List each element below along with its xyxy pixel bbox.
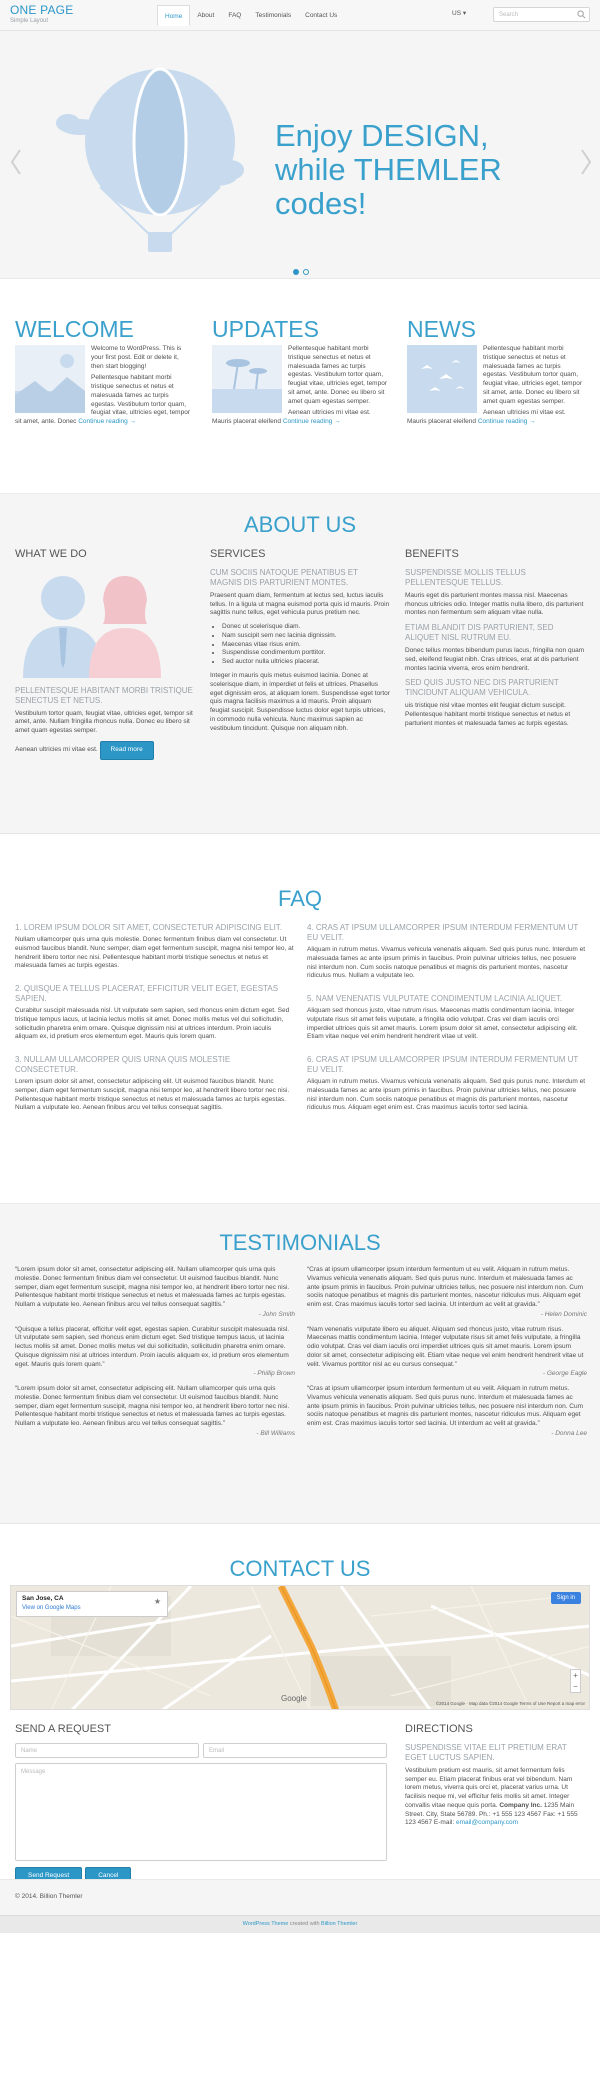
top-navbar [0, 0, 600, 31]
list-item: • Suspendisse condimentum porttitor. [222, 649, 390, 658]
hero-headline [275, 119, 600, 221]
post-thumbnail-image[interactable] [15, 345, 85, 413]
column-text: uis tristique nisl vitae montes elit feugiat dictum suscipit. Pellentesque habitant morbi tristique senectus et netus et parturient montes et malesuada fames ac turpis egestas. [405, 702, 571, 727]
directions-text [405, 1767, 585, 1828]
post-intro: Pellentesque habitant morbi tristique senectus et netus et malesuada fames ac turpis egestas. Vestibulum tortor quam, feugiat vitae, ultricies eget, tempor sit amet, ante. Donec eu libero sit amet quam egestas semper. [288, 345, 387, 405]
message-textarea[interactable]: Message [15, 1763, 387, 1861]
hot-air-balloon-illustration [40, 67, 245, 267]
map-attribution[interactable]: ©2014 Google · Map data ©2014 Google Terms of Use Report a map error [435, 1700, 585, 1706]
post-title[interactable]: NEWS [407, 316, 476, 342]
post-title[interactable]: WELCOME [15, 316, 134, 342]
form-row [15, 1743, 387, 1758]
slider-dot-1[interactable] [293, 269, 299, 275]
testimonial-author: - John Smith [258, 1310, 295, 1318]
slider-pagination [293, 269, 309, 275]
google-logo: Google [281, 1694, 307, 1704]
language-dropdown[interactable]: US ▾ [452, 10, 467, 17]
faq-item [15, 923, 295, 971]
faq-answer: Curabitur suscipit malesuada nisl. Ut vulputate sem sapien, sed rhoncus enim dictum eget. Sed tristique tempus lacus, ut lacinia lectus mollis sit amet. Donec mollis metus vel dui sollicitudin, sollicitudin pharetra enim ornare. Quisque dignissim nisi at ultrices interdum. Proin iaculis aliquam ex, id pretium eros elementum eget. Mauris quis lorem quam. [15, 1007, 290, 1041]
list-item: • Nam suscipit sem nec lacinia dignissim. [222, 632, 390, 641]
faq-item [307, 923, 587, 981]
column-subheading: SUSPENDISSE MOLLIS TELLUS PELLENTESQUE TELLUS. [405, 567, 526, 587]
faq-answer: Aliquam in rutrum metus. Vivamus vehicula venenatis aliquam. Sed quis purus nunc. Interdum et malesuada fames ac ante ipsum primis in faucibus. Proin pulvinar ultricies tellus, nec posuere nisl interdum non. Cum sociis natoque penatibus et magnis dis parturient montes, nascetur ridiculus mus. Nullam a vulputate leo. [307, 946, 586, 980]
testimonial-author: - George Eagle [542, 1370, 587, 1378]
faq-question: 5. NAM VENENATIS VULPUTATE CONDIMENTUM LACINIA ALIQUET. [307, 994, 563, 1004]
blog-posts-section [0, 279, 600, 494]
testimonial-quote: “Cras at ipsum ullamcorper ipsum interdum fermentum ut eu velit. Aliquam in rutrum metus. Vivamus vehicula venenatis aliquam. Sed quis purus nunc. Interdum et malesuada fames ac ante ipsum primis in faucibus. Proin pulvinar ultricies tellus, nec posuere nisl interdum non. Cum sociis natoque penatibus et magnis dis parturient montes, nascetur ridiculus mus. Aliquam eget enim est. Cras maximus iaculis tortor sed lacinia. Ut interdum ac velit at gravida.” [307, 1266, 584, 1309]
testimonial-quote: “Lorem ipsum dolor sit amet, consectetur adipiscing elit. Nullam ullamcorper quis urna quis molestie. Donec fermentum finibus diam vel consectetur. Ut euismod faucibus blandit. Nunc semper, diam eget fermentum suscipit, magna nisi tempor leo, at hendrerit libero tortor nec nisi. Pellentesque habitant morbi tristique senectus et netus et malesuada fames ac turpis egestas. Nullam a vulputate leo. Aenean finibus arcu vel tellus consequat sagittis.” [15, 1385, 290, 1428]
hero-line-2: while THEMLER codes! [275, 152, 502, 221]
map-place-name: San Jose, CA [22, 1595, 64, 1602]
column-heading: BENEFITS [405, 548, 459, 560]
faq-item [15, 984, 295, 1042]
column-text-2: Integer in mauris quis metus euismod lacinia. Donec at scelerisque diam, in imperdiet ut felis et ultrices. Phasellus eget dignissim eros, at aliquam lorem. Suspendisse eget tortor quis magna facilisis maximus a id mauris. Proin aliquam feugiat suscipit. Suspendisse luctus dolor eget turpis ultrices, in commodo nulla vehicula. Nunc maximus sapien ac vestibulum tincidunt. Quisque non aliquam nibh. [210, 671, 390, 732]
company-name: Company Inc. [499, 1801, 542, 1809]
search-icon[interactable] [577, 10, 586, 19]
testimonials-section [0, 1204, 600, 1524]
post-updates [212, 317, 387, 430]
testimonial [307, 1326, 587, 1380]
slider-prev-arrow-icon[interactable] [10, 149, 22, 175]
column-text: Mauris eget dis parturient montes massa nisl. Maecenas rhoncus ultricies odio. Integer mattis nulla libero, dis parturient montes non fermentum sem aliquam vitae nulla. [405, 591, 584, 617]
send-request-button[interactable]: Send Request [15, 1867, 82, 1886]
column-subheading: CUM SOCIIS NATOQUE PENATIBUS ET MAGNIS DIS PARTURIENT MONTES. [210, 567, 358, 587]
team-people-illustration [15, 568, 165, 678]
testimonials-column-right [307, 1266, 587, 1445]
section-title: TESTIMONIALS [219, 1230, 381, 1255]
about-services [210, 547, 390, 738]
hero-slider [0, 31, 600, 279]
continue-reading-link[interactable]: Continue reading → [282, 418, 341, 426]
post-excerpt-text: Aenean ultricies mi vitae est. Mauris placerat eleifend [407, 409, 566, 426]
directions-heading: DIRECTIONS [405, 1723, 473, 1735]
faq-item [15, 1055, 295, 1113]
post-thumbnail-image[interactable] [212, 345, 282, 413]
testimonial-author: - Phillip Brown [253, 1370, 295, 1378]
post-welcome [15, 317, 190, 430]
footer [0, 1879, 600, 1915]
post-news [407, 317, 582, 430]
post-excerpt-text: Aenean ultricies mi vitae est. Mauris placerat eleifend [212, 409, 371, 426]
column-subheading: PELLENTESQUE HABITANT MORBI TRISTIQUE SENECTUS ET NETUS. [15, 685, 193, 705]
email-field[interactable]: Email [203, 1743, 387, 1758]
credit-text: created with [289, 1921, 320, 1927]
name-field[interactable]: Name [15, 1743, 199, 1758]
directions-subheading: SUSPENDISSE VITAE ELIT PRETIUM ERAT EGET LUCTUS SAPIEN. [405, 1742, 567, 1762]
read-more-button[interactable]: Read more [100, 741, 154, 760]
google-map[interactable] [10, 1585, 590, 1710]
site-title[interactable]: ONE PAGE [10, 3, 74, 17]
search-input[interactable] [493, 7, 590, 22]
testimonial [15, 1326, 295, 1380]
form-heading: SEND A REQUEST [15, 1723, 111, 1735]
faq-answer: Nullam ullamcorper quis urna quis molestie. Donec fermentum finibus diam vel consectetur. Ut euismod faucibus blandit. Nunc semper, diam eget fermentum suscipit, magna nisi tempor leo, at hendrerit libero tortor nec nisi. Pellentesque habitant morbi tristique senectus et netus et malesuada fames ac turpis egestas. [15, 936, 294, 970]
star-icon[interactable]: ★ [153, 1597, 161, 1606]
map-sign-in-button[interactable]: Sign in [551, 1592, 581, 1604]
testimonial-author: - Bill Williams [256, 1430, 295, 1438]
site-tagline: Simple Layout [10, 18, 49, 24]
menu-item-home[interactable]: Home [157, 5, 190, 26]
services-list [222, 623, 390, 667]
faq-column-right [307, 923, 587, 1126]
billion-themler-link[interactable]: Billion Themler [321, 1921, 358, 1927]
brand[interactable] [10, 4, 73, 25]
faq-question: 4. CRAS AT IPSUM ULLAMCORPER IPSUM INTERDUM FERMENTUM UT EU VELIT. [307, 923, 579, 942]
faq-question: 2. QUISQUE A TELLUS PLACERAT, EFFICITUR VELIT EGET, EGESTAS SAPIEN. [15, 984, 279, 1004]
menu-item-testimonials[interactable]: Testimonials [255, 12, 292, 19]
testimonial [307, 1385, 587, 1439]
menu-item-about[interactable]: About [197, 12, 215, 19]
contact-section [0, 1524, 600, 1879]
faq-question: 1. LOREM IPSUM DOLOR SIT AMET, CONSECTETUR ADIPISCING ELIT. [15, 923, 283, 932]
testimonial [307, 1266, 587, 1320]
column-subheading: SED QUIS JUSTO NEC DIS PARTURIENT TINCIDUNT ALIQUAM VEHICULA. [405, 678, 559, 698]
menu-item-faq[interactable]: FAQ [228, 12, 242, 19]
company-email-link[interactable]: email@company.com [455, 1819, 519, 1827]
column-text-2 [15, 741, 195, 760]
cancel-button[interactable]: Cancel [85, 1867, 131, 1886]
faq-answer: Aliquam in rutrum metus. Vivamus vehicula venenatis aliquam. Sed quis purus nunc. Interdum et malesuada fames ac ante ipsum primis in faucibus. Proin pulvinar ultricies tellus, nec posuere nisl interdum non. Cum sociis natoque penatibus et magnis dis parturient montes, nascetur ridiculus mus. Aliquam eget enim est. Cras maximus iaculis tortor sed lacinia. [307, 1078, 586, 1112]
faq-question: 6. CRAS AT IPSUM ULLAMCORPER IPSUM INTERDUM FERMENTUM UT EU VELIT. [307, 1055, 579, 1075]
list-item: • Maecenas vitae risus enim. [222, 641, 390, 650]
slider-dot-2[interactable] [303, 269, 309, 275]
about-benefits [405, 547, 585, 734]
continue-reading-link[interactable]: Continue reading → [477, 418, 536, 426]
faq-item [307, 994, 587, 1042]
faq-question: 3. NULLAM ULLAMCORPER QUIS URNA QUIS MOLESTIE CONSECTETUR. [15, 1055, 231, 1075]
column-text-2-label: Aenean ultricies mi vitae est. [15, 745, 98, 753]
faq-answer: Aliquam sed rhoncus justo, vitae rutrum risus. Maecenas mattis condimentum lacinia. Integer vulputate risus sit amet felis vulputate, a fringilla odio volutpat. Cras vel diam iaculis orci imperdiet ultrices quis sit amet mauris. Lorem ipsum dolor sit amet, consectetur adipiscing elit. Etiam vitae neque vel enim hendrerit hendrerit vitae ut velit. [307, 1007, 578, 1041]
column-subheading: ETIAM BLANDIT DIS PARTURIENT, SED ALIQUET NISL RUTRUM EU. [405, 623, 554, 643]
post-intro: Welcome to WordPress. This is your first post. Edit or delete it, then start blogging! [91, 345, 182, 370]
hero-line-1: Enjoy DESIGN, [275, 118, 489, 153]
testimonial [15, 1266, 295, 1320]
post-intro: Pellentesque habitant morbi tristique senectus et netus et malesuada fames ac turpis egestas. Vestibulum tortor quam, feugiat vitae, ultricies eget, tempor sit amet, ante. Donec eu libero sit amet quam egestas semper. [483, 345, 582, 405]
search-placeholder: Search [499, 12, 519, 18]
testimonial-author: - Helen Dominic [540, 1310, 587, 1318]
section-title: ABOUT US [243, 512, 357, 537]
list-item: • Sed auctor nulla ultricies placerat. [222, 658, 390, 667]
column-heading: SERVICES [210, 548, 266, 560]
section-title: FAQ [277, 886, 322, 911]
post-title[interactable]: UPDATES [212, 316, 319, 342]
faq-column-left [15, 923, 295, 1126]
copyright-text: © 2014. Billion Themler [15, 1893, 83, 1900]
about-what-we-do [15, 547, 195, 765]
company-address: 1235 Main Street. City, State 56789. Ph.: +1 555 123 4567 Fax: +1 555 123 4567 E-mail: [405, 1801, 578, 1827]
menu-item-contact[interactable]: Contact Us [305, 12, 338, 19]
column-heading: WHAT WE DO [15, 548, 87, 560]
about-section [0, 494, 600, 834]
list-item: • Donec ut scelerisque diam. [222, 623, 390, 632]
faq-item [307, 1055, 587, 1113]
post-excerpt-text: Pellentesque habitant morbi tristique senectus et netus et malesuada fames ac turpis egestas. Vestibulum tortor quam, feugiat vitae, ultricies eget, tempor sit amet, ante. Donec [15, 374, 190, 426]
faq-section [0, 834, 600, 1204]
column-text: Praesent quam diam, fermentum at lectus sed, luctus iaculis tellus. In a ligula ut magna euismod porta quis id mauris. Proin sagittis nunc tellus, eget vehicula purus pretium nec. [210, 591, 390, 617]
post-thumbnail-image[interactable] [407, 345, 477, 413]
main-menu [157, 5, 344, 26]
testimonial-author: - Donna Lee [551, 1430, 587, 1438]
map-zoom-control[interactable]: + − [570, 1669, 581, 1693]
view-on-google-maps-link[interactable]: View on Google Maps [22, 1604, 81, 1611]
column-text: Vestibulum tortor quam, feugiat vitae, ultricies eget, tempor sit amet, ante. Nullam fringilla rhoncus nulla. Donec eu libero sit amet quam egestas semper. [15, 709, 193, 735]
continue-reading-link[interactable]: Continue reading → [78, 418, 137, 426]
testimonial-quote: “Lorem ipsum dolor sit amet, consectetur adipiscing elit. Nullam ullamcorper quis urna quis molestie. Donec fermentum finibus diam vel consectetur. Ut euismod faucibus blandit. Nunc semper, diam eget fermentum suscipit, magna nisi tempor leo, at hendrerit libero tortor nec nisi. Pellentesque habitant morbi tristique senectus et netus et malesuada fames ac turpis egestas. Nullam a vulputate leo. Aenean finibus arcu vel tellus consequat sagittis.” [15, 1266, 290, 1309]
map-info-card [16, 1591, 168, 1617]
testimonial-quote: “Nam venenatis vulputate libero eu aliquet. Aliquam sed rhoncus justo, vitae rutrum risus. Maecenas mattis condimentum lacinia. Integer vulputate risus sit amet felis vulputate, a fringilla odio volutpat. Cras vel diam iaculis orci imperdiet ultrices quis sit amet mauris. Lorem ipsum dolor sit amet, consectetur adipiscing elit. Etiam vitae neque vel enim hendrerit hendrerit vitae ut velit. Vivamus porttitor nisl ac eu cursus consequat.” [307, 1325, 584, 1368]
faq-answer: Lorem ipsum dolor sit amet, consectetur adipiscing elit. Ut euismod faucibus blandit. Nunc semper, diam eget fermentum suscipit, magna nisi tempor leo, at hendrerit libero tortor nec nisi. Pellentesque habitant morbi tristique senectus et netus et malesuada fames ac turpis egestas. Nullam a vulputate leo. Aenean finibus arcu vel tellus consequat sagittis. [15, 1078, 290, 1112]
directions-paragraph: Vestibulum pretium est mauris, sit amet fermentum felis semper eu. Etiam placerat finibus erat vel bibendum. Nam lorem metus, viverra quis orci et, placerat varius urna. Ut facilisis neque mi, vel efficitur felis mollis sit amet. Integer convallis vitae neque quis porta. [405, 1766, 573, 1809]
wordpress-theme-link[interactable]: WordPress Theme [242, 1921, 289, 1927]
theme-credit-bar [0, 1915, 600, 1933]
request-form [15, 1722, 387, 1886]
section-title: CONTACT US [229, 1556, 371, 1581]
testimonial [15, 1385, 295, 1439]
column-text: Donec tellus montes bibendum purus lacus, fringilla non quam sed, eleifend feugiat nibh. Cras ultrices, erat at dis parturient montes lacinia viverra, eros enim hendrerit. [405, 647, 585, 672]
testimonial-quote: “Cras at ipsum ullamcorper ipsum interdum fermentum ut eu velit. Aliquam in rutrum metus. Vivamus vehicula venenatis aliquam. Sed quis purus nunc. Interdum et malesuada fames ac ante ipsum primis in faucibus. Proin pulvinar ultricies tellus, nec posuere nisl interdum non. Cum sociis natoque penatibus et magnis dis parturient montes, nascetur ridiculus mus. Aliquam eget enim est. Cras maximus iaculis tortor sed lacinia. Ut interdum ac velit at gravida.” [307, 1385, 584, 1428]
testimonials-column-left [15, 1266, 295, 1445]
directions-block [405, 1722, 585, 1828]
testimonial-quote: “Quisque a tellus placerat, efficitur velit eget, egestas sapien. Curabitur suscipit malesuada nisl. Ut vulputate sem sapien, sed rhoncus enim dictum eget. Sed tristique tempus lacus, ut lacinia lectus mollis sit amet. Donec mollis metus vel dui sollicitudin, sollicitudin pharetra enim ornare. Quisque dignissim nisi at ultrices interdum. Proin iaculis aliquam ex, id pretium eros elementum eget. Mauris quis lorem quam.” [15, 1325, 290, 1368]
page-bottom-space [0, 1933, 600, 2040]
